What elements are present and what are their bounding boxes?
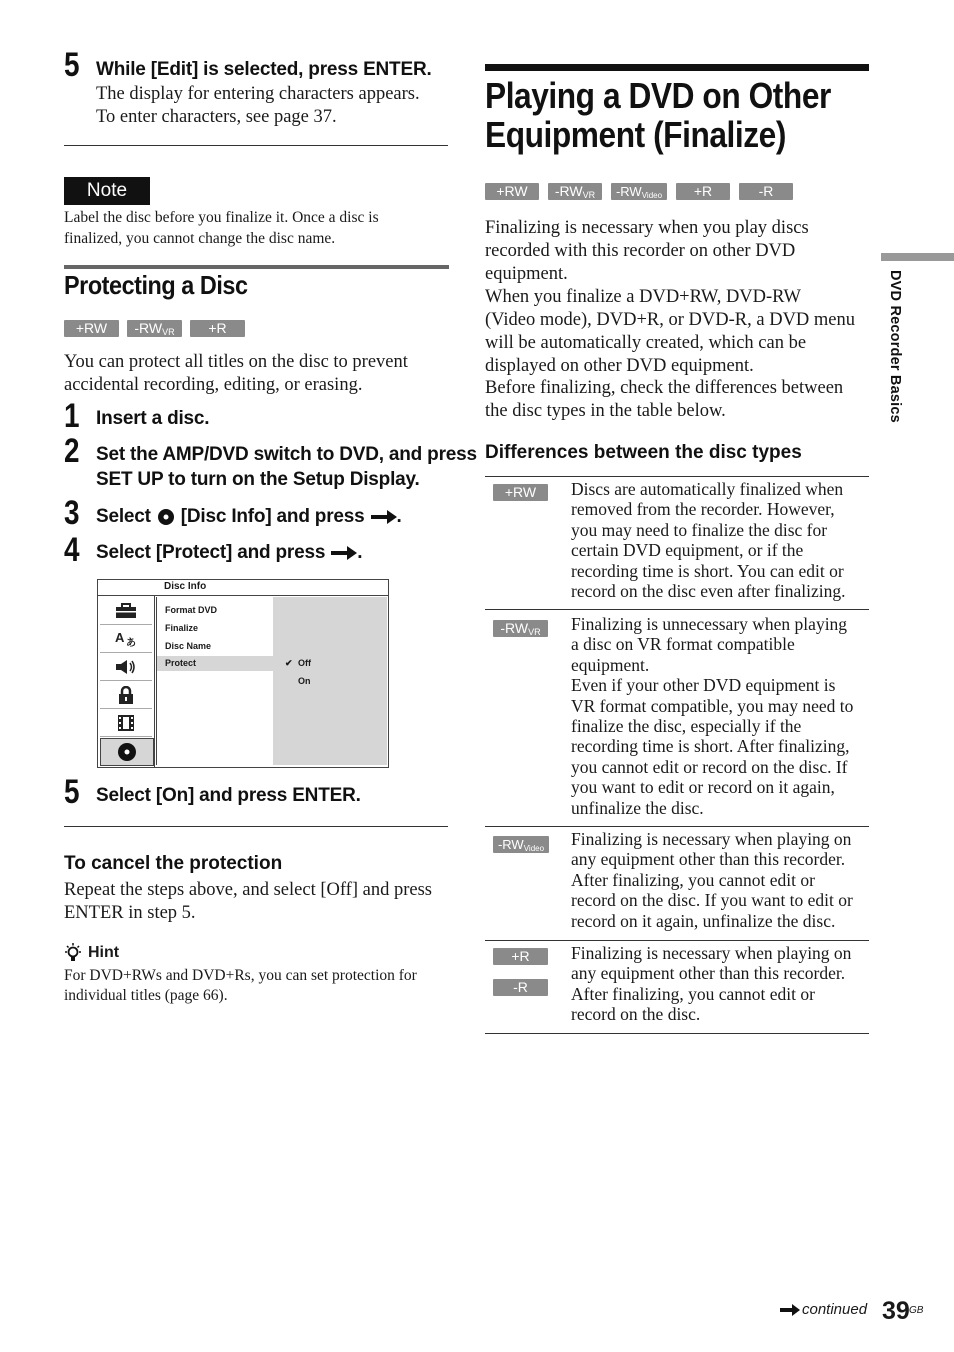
step-title: Select [Disc Info] and press . [96,506,402,527]
menu-item: Format DVD [165,605,218,615]
table-rule [485,1033,869,1034]
disc-badge: +R [676,183,730,200]
screen-title: Disc Info [164,581,207,592]
para-line: (Video mode), DVD+R, or DVD-R, a DVD menu [485,310,856,330]
disc-badge: +RW [485,183,539,200]
hint-text: individual titles (page 66). [64,987,228,1004]
table-rule [485,940,869,941]
step-number: 4 [64,531,80,569]
step-title: While [Edit] is selected, press ENTER. [96,59,432,80]
continued-indicator [780,1301,867,1318]
arrow-right-icon [780,1304,800,1316]
step-title: Select [On] and press ENTER. [96,785,361,806]
para-line: displayed on other DVD equipment. [485,356,754,376]
step-number: 5 [64,46,80,84]
para-line: Finalizing is necessary when you play discs [485,218,809,238]
para-line: will be automatically created, which can be [485,333,807,353]
page-title: Equipment (Finalize) [485,114,786,155]
check-icon: ✔ [285,658,293,668]
setup-display-screen [97,579,389,768]
menu-item: Disc Name [165,641,212,651]
arrow-right-icon [371,510,397,524]
svg-text:あ: あ [126,638,136,648]
disc-badge: $-RW_{VR}$ [493,620,548,637]
intro-text: accidental recording, editing, or erasing. [64,375,363,395]
disc-badge: $-RW_{Video}$ [493,836,549,853]
svg-text:A: A [115,630,125,645]
speaker-icon [100,654,152,681]
disc-badge: $-RW_{Video}$ [611,183,667,200]
step-title: Set the AMP/DVD switch to DVD, and press [96,444,477,465]
option-off: Off [298,658,311,668]
step-text: To enter characters, see page 37. [96,107,337,127]
page-title: Playing a DVD on Other [485,75,831,116]
step-text: The display for entering characters appears. [96,84,420,104]
language-icon [100,626,152,653]
film-icon [100,710,152,737]
table-cell: Discs are automatically finalized when removed from the recorder. However, you may need to finalize the disc for certain DVD equipment, or if the recording time is short. You can edit or record on the disc even after finalizing. [571,479,846,602]
continued-text: continued [802,1301,868,1318]
hint-text: For DVD+RWs and DVD+Rs, you can set protection for [64,967,417,984]
disc-badge: -R [739,183,793,200]
screen-menu [156,597,273,765]
disc-info-icon [100,738,154,766]
divider [64,145,448,146]
table-heading: Differences between the disc types [485,442,802,463]
section-heading: Protecting a Disc [64,270,248,300]
step-number: 1 [64,397,80,435]
body-text: ENTER in step 5. [64,903,196,923]
subsection-heading: To cancel the protection [64,853,283,874]
table-rule [485,476,869,477]
step-title: Select [Protect] and press . [96,542,363,563]
menu-item: Finalize [165,623,199,633]
sidebar-tab-label: DVD Recorder Basics [887,270,903,423]
page-number: 39 [882,1297,910,1325]
page-suffix: GB [909,1305,924,1316]
table-cell: Finalizing is unnecessary when playing a disc on VR format compatible equipment. Even if your other DVD equipment is VR format compatible, you may need to finalize the disc, especially if the recording time is short. After finalizing, you cannot edit or record on the disc. If you want to edit or record on it again, unfinalize the disc. [571,614,854,818]
disc-badge: +RW [493,484,548,501]
para-line: the disc types in the table below. [485,401,726,421]
disc-badge: -R [493,979,548,996]
menu-item: Protect [165,658,197,668]
step-number: 3 [64,494,80,532]
section-rule [485,64,869,71]
sidebar-tab-bar [881,253,954,261]
divider [64,826,448,827]
option-on: On [298,676,311,686]
step-title: Insert a disc. [96,408,210,429]
step-title: SET UP to turn on the Setup Display. [96,469,420,490]
table-rule [485,609,869,610]
lightbulb-icon [64,943,82,963]
hint-header [64,943,119,963]
table-cell: Finalizing is necessary when playing on any equipment other than this recorder. After finalizing, you cannot edit or record on the disc. If you want to edit or record on it again, unfinalize the disc. [571,829,853,931]
intro-text: You can protect all titles on the disc to prevent [64,352,408,372]
screen-icon-column [98,596,155,767]
note-text: Label the disc before you finalize it. Once a disc is [64,209,379,226]
table-cell: Finalizing is necessary when playing on any equipment other than this recorder. After finalizing, you cannot edit or record on the disc. [571,943,852,1025]
step-number: 2 [64,432,80,470]
body-text: Repeat the steps above, and select [Off] and press [64,880,432,900]
toolbox-icon [100,598,152,625]
table-rule [485,826,869,827]
section-rule [64,265,449,269]
note-label: Note [64,177,150,205]
step-number: 5 [64,773,80,811]
arrow-right-icon [331,546,357,560]
screen-options-panel [273,597,387,765]
disc-badge: +R [190,320,245,337]
disc-badge: +RW [64,320,119,337]
hint-label: Hint [88,944,120,961]
note-text: finalized, you cannot change the disc name. [64,230,336,247]
disc-badge: $-RW_{VR}$ [548,183,602,200]
disc-badge: $-RW_{VR}$ [127,320,182,337]
disc-badge: +R [493,948,548,965]
para-line: When you finalize a DVD+RW, DVD-RW [485,287,801,307]
para-line: equipment. [485,264,568,284]
para-line: Before finalizing, check the differences between [485,378,844,398]
lock-icon [100,682,152,709]
para-line: recorded with this recorder on other DVD [485,241,796,261]
disc-icon [157,508,175,526]
